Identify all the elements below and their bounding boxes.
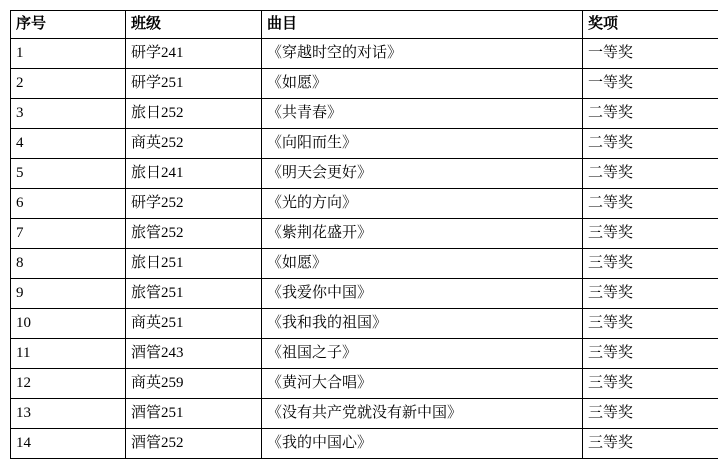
cell-index: 3 [11, 99, 126, 129]
cell-award: 二等奖 [583, 159, 718, 189]
cell-class: 研学252 [126, 189, 262, 219]
cell-class: 商英252 [126, 129, 262, 159]
cell-class: 旅管252 [126, 219, 262, 249]
cell-song: 《我和我的祖国》 [262, 309, 583, 339]
cell-index: 4 [11, 129, 126, 159]
cell-class: 研学251 [126, 69, 262, 99]
cell-class: 酒管243 [126, 339, 262, 369]
cell-award: 三等奖 [583, 429, 718, 459]
cell-award: 三等奖 [583, 339, 718, 369]
table-row [11, 429, 718, 459]
cell-song: 《我的中国心》 [262, 429, 583, 459]
cell-song: 《如愿》 [262, 249, 583, 279]
table-row [11, 39, 718, 69]
cell-class: 商英251 [126, 309, 262, 339]
table-row [11, 69, 718, 99]
cell-class: 旅日252 [126, 99, 262, 129]
cell-award: 三等奖 [583, 279, 718, 309]
header-cell-class: 班级 [126, 11, 262, 39]
header-cell-award: 奖项 [583, 11, 718, 39]
cell-index: 1 [11, 39, 126, 69]
cell-award: 二等奖 [583, 189, 718, 219]
header-row [11, 11, 718, 39]
cell-class: 商英259 [126, 369, 262, 399]
cell-award: 三等奖 [583, 309, 718, 339]
awards-table-header [11, 11, 718, 39]
cell-award: 一等奖 [583, 39, 718, 69]
table-row [11, 399, 718, 429]
cell-song: 《向阳而生》 [262, 129, 583, 159]
header-cell-song: 曲目 [262, 11, 583, 39]
cell-index: 2 [11, 69, 126, 99]
cell-award: 三等奖 [583, 369, 718, 399]
cell-song: 《紫荆花盛开》 [262, 219, 583, 249]
table-row [11, 339, 718, 369]
cell-index: 11 [11, 339, 126, 369]
cell-class: 旅管251 [126, 279, 262, 309]
cell-index: 6 [11, 189, 126, 219]
awards-table [10, 10, 718, 459]
cell-song: 《穿越时空的对话》 [262, 39, 583, 69]
cell-song: 《共青春》 [262, 99, 583, 129]
cell-class: 研学241 [126, 39, 262, 69]
table-row [11, 99, 718, 129]
cell-class: 酒管251 [126, 399, 262, 429]
header-cell-index: 序号 [11, 11, 126, 39]
cell-index: 8 [11, 249, 126, 279]
cell-class: 旅日251 [126, 249, 262, 279]
table-body [11, 39, 718, 459]
table-row [11, 129, 718, 159]
cell-index: 13 [11, 399, 126, 429]
cell-index: 14 [11, 429, 126, 459]
cell-class: 酒管252 [126, 429, 262, 459]
cell-award: 三等奖 [583, 249, 718, 279]
cell-award: 一等奖 [583, 69, 718, 99]
cell-song: 《没有共产党就没有新中国》 [262, 399, 583, 429]
cell-class: 旅日241 [126, 159, 262, 189]
cell-song: 《如愿》 [262, 69, 583, 99]
cell-song: 《祖国之子》 [262, 339, 583, 369]
table-row [11, 159, 718, 189]
cell-song: 《黄河大合唱》 [262, 369, 583, 399]
cell-award: 三等奖 [583, 219, 718, 249]
table-row [11, 369, 718, 399]
cell-song: 《我爱你中国》 [262, 279, 583, 309]
table-row [11, 309, 718, 339]
cell-award: 二等奖 [583, 99, 718, 129]
cell-award: 三等奖 [583, 399, 718, 429]
cell-index: 12 [11, 369, 126, 399]
table-row [11, 189, 718, 219]
cell-song: 《光的方向》 [262, 189, 583, 219]
table-row [11, 219, 718, 249]
cell-index: 7 [11, 219, 126, 249]
cell-award: 二等奖 [583, 129, 718, 159]
cell-index: 10 [11, 309, 126, 339]
table-row [11, 279, 718, 309]
cell-index: 9 [11, 279, 126, 309]
cell-index: 5 [11, 159, 126, 189]
cell-song: 《明天会更好》 [262, 159, 583, 189]
table-row [11, 249, 718, 279]
